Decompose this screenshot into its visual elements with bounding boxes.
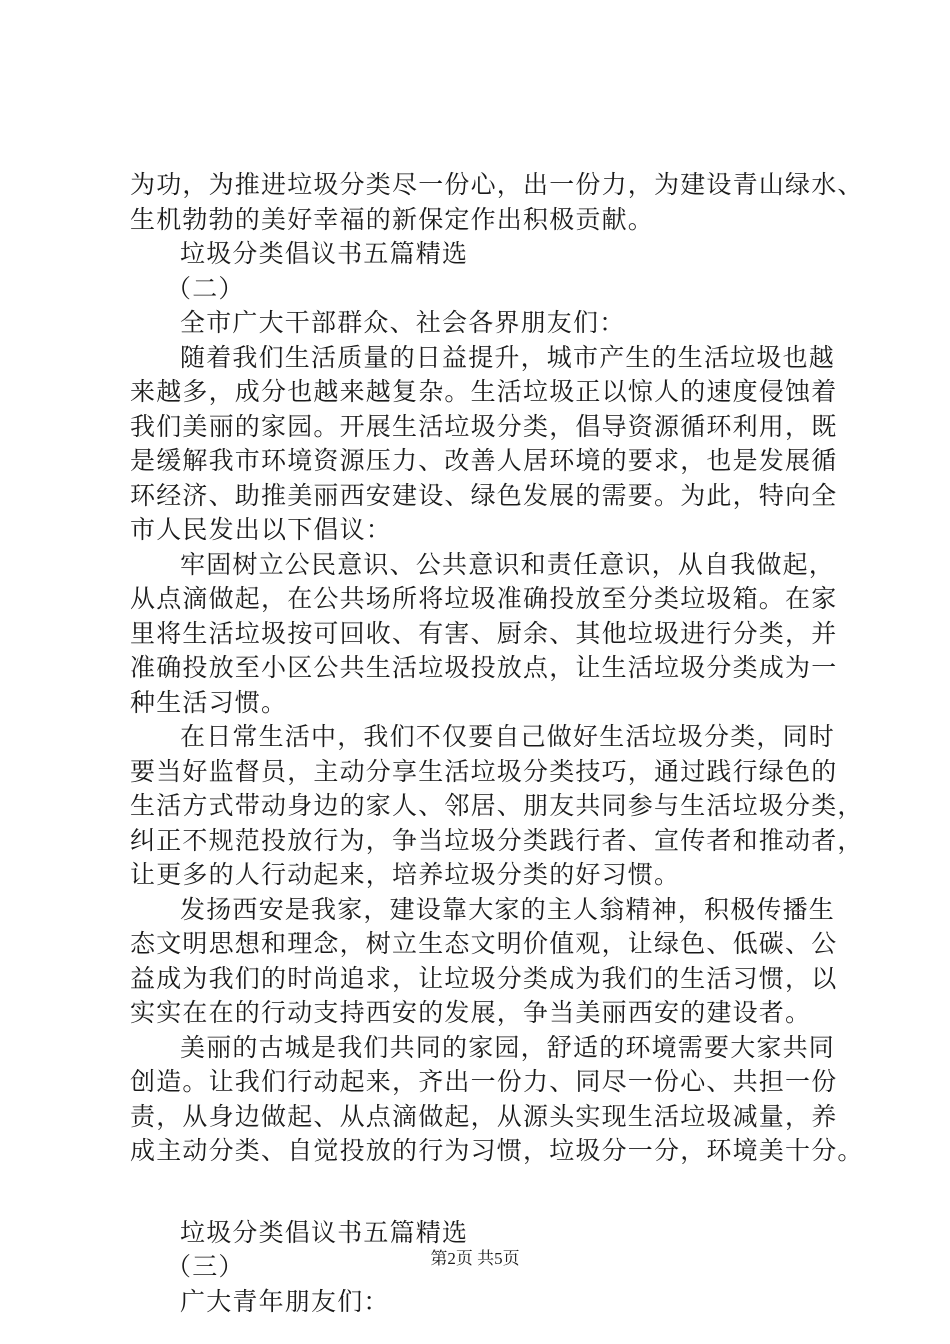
text-line: 要当好监督员，主动分享生活垃圾分类技巧，通过践行绿色的 — [130, 756, 838, 786]
text-line: 准确投放至小区公共生活垃圾投放点，让生活垃圾分类成为一 — [130, 653, 838, 682]
text-line: 生活方式带动身边的家人、邻居、朋友共同参与生活垃圾分类， — [130, 791, 864, 820]
blank-space — [130, 1169, 850, 1216]
text-line: 我们美丽的家园。开展生活垃圾分类，倡导资源循环利用，既 — [130, 411, 838, 441]
paragraph — [130, 548, 850, 721]
text-line: 种生活习惯。 — [130, 687, 288, 717]
section-title: 垃圾分类倡议书五篇精选 — [180, 1217, 469, 1247]
text-line: 环经济、助推美丽西安建设、绿色发展的需要。为此，特向全 — [130, 480, 838, 510]
text-line: 实实在在的行动支持西安的发展，争当美丽西安的建设者。 — [130, 998, 812, 1027]
paragraph — [130, 720, 864, 893]
text-line: 来越多，成分也越来越复杂。生活垃圾正以惊人的速度侵蚀着 — [130, 377, 838, 406]
text-line: 益成为我们的时尚追求，让垃圾分类成为我们的生活习惯，以 — [130, 963, 838, 993]
text-line: 创造。让我们行动起来，齐出一份力、同尽一份心、共担一份 — [130, 1067, 838, 1096]
paragraph — [130, 893, 850, 1031]
salutation: 广大青年朋友们： — [180, 1286, 390, 1316]
salutation: 全市广大干部群众、社会各界朋友们： — [180, 308, 626, 337]
text-line: 随着我们生活质量的日益提升，城市产生的生活垃圾也越 — [180, 342, 836, 372]
text-line: 里将生活垃圾按可回收、有害、厨余、其他垃圾进行分类，并 — [130, 618, 838, 648]
text-line: 牢固树立公民意识、公共意识和责任意识，从自我做起， — [180, 549, 836, 579]
text-line: 生机勃勃的美好幸福的新保定作出积极贡献。 — [130, 204, 655, 234]
text-line: 纠正不规范投放行为，争当垃圾分类践行者、宣传者和推动者， — [130, 825, 864, 855]
section-number: （三） — [166, 1252, 245, 1281]
document-body — [130, 168, 864, 1319]
text-line: 让更多的人行动起来，培养垃圾分类的好习惯。 — [130, 860, 681, 889]
text-line: 从点滴做起，在公共场所将垃圾准确投放至分类垃圾箱。在家 — [130, 584, 838, 613]
section-number: （二） — [166, 273, 245, 303]
text-line: 成主动分类、自觉投放的行为习惯，垃圾分一分，环境美十分。 — [130, 1136, 864, 1165]
text-line: 发扬西安是我家，建设靠大家的主人翁精神，积极传播生 — [180, 894, 836, 924]
text-line: 态文明思想和理念，树立生态文明价值观，让绿色、低碳、公 — [130, 929, 838, 958]
text-line: 为功，为推进垃圾分类尽一份心，出一份力，为建设青山绿水、 — [130, 170, 864, 199]
text-line: 美丽的古城是我们共同的家园，舒适的环境需要大家共同 — [180, 1032, 836, 1062]
text-line: 是缓解我市环境资源压力、改善人居环境的要求，也是发展循 — [130, 446, 838, 475]
paragraph — [130, 341, 850, 548]
text-line: 在日常生活中，我们不仅要自己做好生活垃圾分类，同时 — [180, 722, 836, 751]
page-footer: 第2页 共5页 — [430, 1249, 520, 1268]
section-title: 垃圾分类倡议书五篇精选 — [180, 239, 469, 268]
text-line: 市人民发出以下倡议： — [130, 515, 393, 544]
paragraph-continued — [130, 168, 864, 237]
paragraph — [130, 1031, 864, 1169]
text-line: 责，从身边做起、从点滴做起，从源头实现生活垃圾减量，养 — [130, 1101, 838, 1131]
